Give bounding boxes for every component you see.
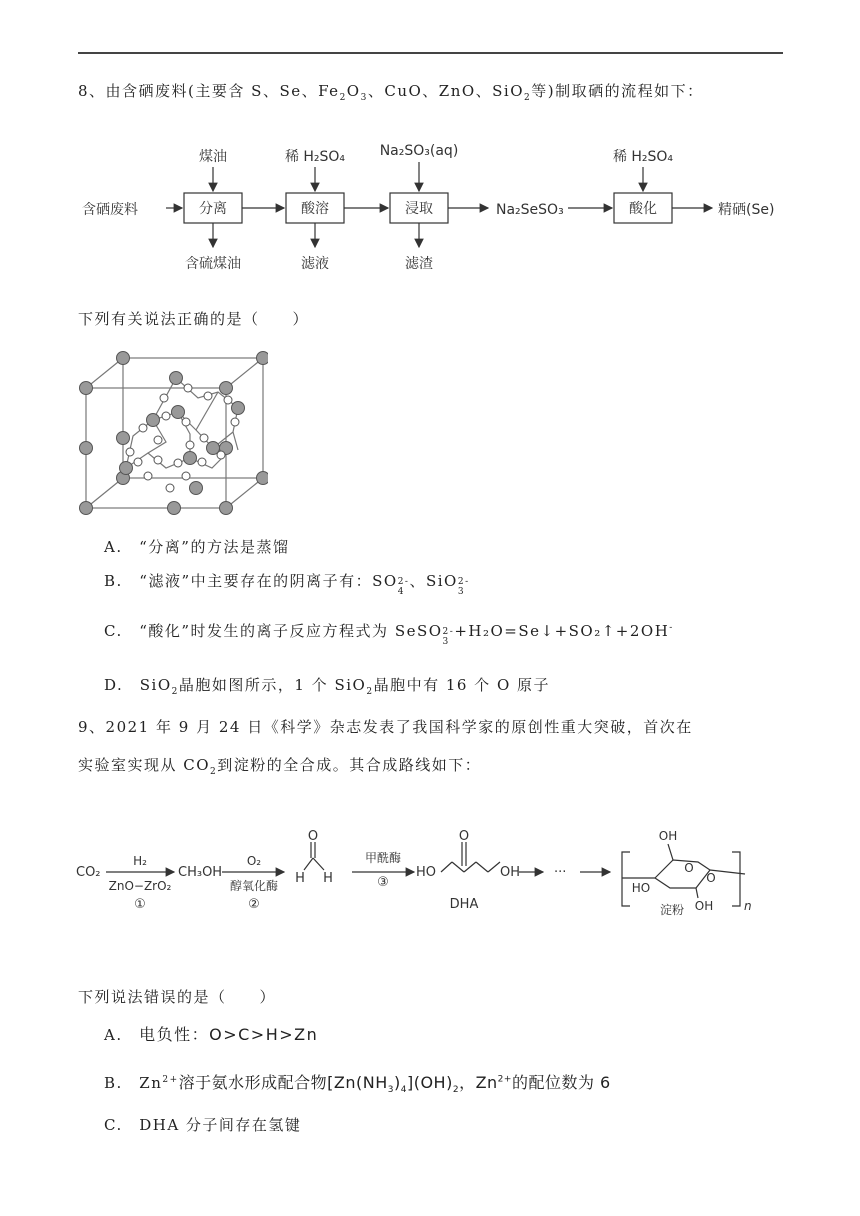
flow-box1-label: 分离 — [199, 201, 227, 217]
sio2-unit-cell-figure — [78, 350, 268, 515]
route-starch-ho: HO — [631, 881, 651, 895]
q8-option-c: C. “酸化”时发生的离子反应方程式为 SeSO 2- 3 +H₂O=Se↓+SO₂↑+2OH- — [104, 622, 674, 647]
flow-box4-label: 酸化 — [629, 201, 657, 217]
route-ch3oh: CH₃OH — [178, 865, 223, 880]
flow-input: 含硒废料 — [82, 202, 138, 218]
route-dha-label: DHA — [449, 897, 479, 912]
route-h2: H₂ — [133, 854, 147, 868]
route-cat1: ZnO−ZrO₂ — [108, 879, 172, 893]
flow-product: 精硒(Se) — [718, 202, 775, 218]
route-starch-ring-o: O — [684, 861, 694, 875]
header-rule — [78, 52, 783, 54]
flow-reagent1: 煤油 — [199, 149, 227, 165]
q9-option-c: C. DHA 分子间存在氢键 — [104, 1116, 302, 1134]
q8-stem: 8、由含硒废料(主要含 S、Se、$Fe_2O_3$、CuO、ZnO、SiO$_2$等)制取硒的流程如下： — [78, 82, 704, 103]
flow-reagent2: 稀 H₂SO₄ — [284, 149, 346, 165]
q9-option-a: A. 电负性：O>C>H>Zn — [104, 1025, 319, 1044]
route-co2: CO₂ — [76, 865, 101, 880]
route-formaldehyde-h-left: H — [295, 871, 305, 886]
route-starch-oh-bottom: OH — [694, 899, 714, 913]
route-dha-oh: OH — [500, 865, 521, 880]
route-starch-o-right: O — [706, 871, 716, 885]
route-dha-ho: HO — [416, 865, 437, 880]
route-starch-n: n — [744, 899, 752, 913]
q9-stem-line2: 实验室实现从 $CO_2$到淀粉的全合成。其合成路线如下： — [78, 756, 482, 777]
route-starch-oh-top: OH — [658, 829, 678, 843]
q8-question: 下列有关说法正确的是（ ） — [78, 310, 310, 328]
flow-out1: 含硫煤油 — [185, 256, 241, 272]
route-enzyme1: 醇氧化酶 — [229, 879, 279, 893]
flow-reagent4: 稀 H₂SO₄ — [612, 149, 674, 165]
route-o2: O₂ — [246, 854, 262, 868]
route-starch-label: 淀粉 — [659, 903, 685, 917]
route-dha-o: O — [458, 829, 470, 844]
q9-question: 下列说法错误的是（ ） — [78, 988, 277, 1006]
route-enzyme2: 甲酰酶 — [364, 851, 402, 865]
route-dots: ··· — [554, 865, 567, 880]
flow-box2-label: 酸溶 — [301, 201, 329, 217]
q8-option-a: A. “分离”的方法是蒸馏 — [104, 538, 290, 556]
flow-out2: 滤液 — [301, 256, 329, 272]
q9-option-b: B. $Zn^{2+}$溶于氨水形成配合物$[Zn(NH_3)_4](OH)_2$，$Zn^{2+}$的配位数为 6 — [104, 1073, 611, 1096]
q9-stem-line1: 9、2021 年 9 月 24 日《科学》杂志发表了我国科学家的原创性重大突破，首次在 — [78, 718, 693, 736]
route-formaldehyde-o: O — [307, 829, 319, 844]
q8-option-b: B. “滤液”中主要存在的阴离子有：SO 2- 4 、SiO 2- 3 — [104, 572, 470, 597]
flow-intermediate: Na₂SeSO₃ — [496, 202, 564, 218]
flow-reagent3: Na₂SO₃(aq) — [379, 143, 459, 159]
q8-flow-diagram — [78, 130, 798, 280]
route-step2: ② — [248, 897, 260, 912]
q9-synthesis-route — [70, 810, 790, 950]
route-step3: ③ — [377, 875, 389, 890]
route-step1: ① — [134, 897, 146, 912]
route-formaldehyde-h-right: H — [323, 871, 333, 886]
flow-out3: 滤渣 — [405, 256, 433, 272]
q8-option-d: D. SiO$_2$晶胞如图所示，1 个 SiO$_2$晶胞中有 16 个 O 原子 — [104, 676, 551, 697]
flow-box3-label: 浸取 — [405, 201, 433, 217]
